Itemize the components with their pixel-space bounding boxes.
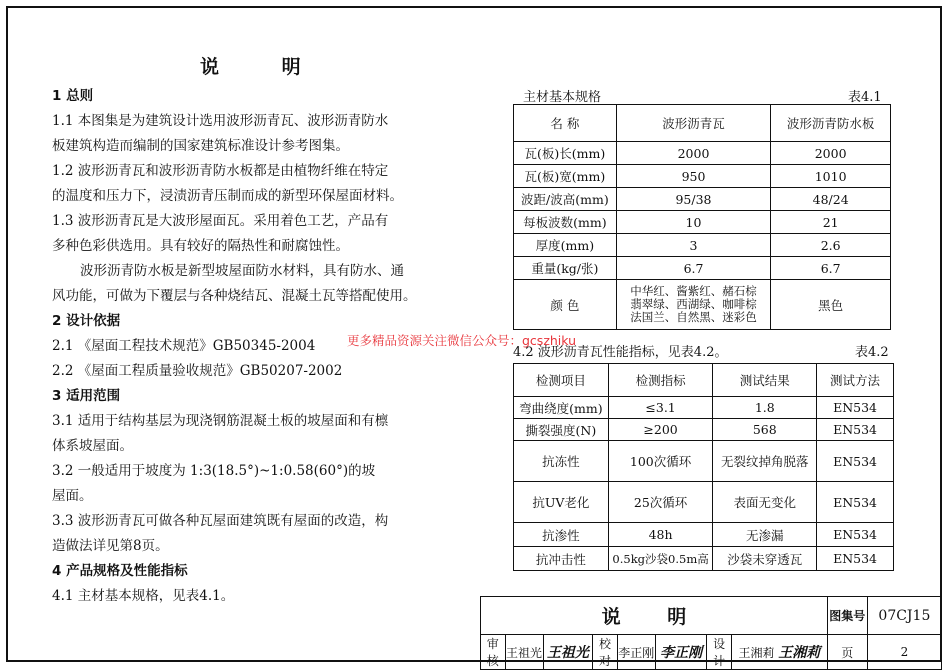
designer-name: 王湘莉 xyxy=(738,646,775,660)
paragraph-2-2: 2.2 《屋面工程质量验收规范》GB50207-2002 xyxy=(52,363,343,379)
table-4-2-header: 检测项目 xyxy=(514,364,609,397)
table-row xyxy=(514,482,894,523)
table-cell: 48h xyxy=(608,523,713,547)
checker-signature: 李正刚 xyxy=(655,635,707,670)
table-cell: 10 xyxy=(616,211,771,234)
table-4-1-header-row xyxy=(514,105,891,142)
title-block-row-bottom xyxy=(481,635,942,670)
paragraph-3-2b: 屋面。 xyxy=(52,488,93,504)
table-4-2-header: 测试方法 xyxy=(817,364,894,397)
table-cell: 48/24 xyxy=(771,188,891,211)
atlas-number: 07CJ15 xyxy=(867,597,941,635)
table-4-2 xyxy=(513,363,894,571)
paragraph-1-2a: 1.2 波形沥青瓦和波形沥青防水板都是由植物纤维在特定 xyxy=(52,163,389,179)
table-cell: 抗UV老化 xyxy=(514,482,609,523)
color-line: 翡翠绿、西湖绿、咖啡棕 xyxy=(630,297,757,311)
page-title: 说 明 xyxy=(200,56,329,78)
table-4-1-header: 波形沥青防水板 xyxy=(771,105,891,142)
watermark-text: 更多精品资源关注微信公众号：gcszhiku xyxy=(347,333,577,348)
title-block-row-top xyxy=(481,597,942,635)
table-cell: 100次循环 xyxy=(608,441,713,482)
color-line: 中华红、酱紫红、赭石棕 xyxy=(630,284,757,298)
table-cell: 黑色 xyxy=(771,280,891,330)
table-cell: 950 xyxy=(616,165,771,188)
paragraph-3-3a: 3.3 波形沥青瓦可做各种瓦屋面建筑既有屋面的改造，构 xyxy=(52,513,389,529)
table-row xyxy=(514,397,894,419)
table-4-2-header: 测试结果 xyxy=(713,364,817,397)
table-cell: EN534 xyxy=(817,547,894,571)
table-4-1-caption: 主材基本规格 xyxy=(523,90,602,105)
table-cell: 每板波数(mm) xyxy=(514,211,617,234)
table-cell: EN534 xyxy=(817,523,894,547)
table-cell: 6.7 xyxy=(616,257,771,280)
reviewer-signature: 王祖光 xyxy=(543,635,593,670)
paragraph-1-1b: 板建筑构造而编制的国家建筑标准设计参考图集。 xyxy=(52,138,349,154)
table-cell: EN534 xyxy=(817,441,894,482)
table-4-2-number: 表4.2 xyxy=(855,345,889,360)
table-cell: 表面无变化 xyxy=(713,482,817,523)
designer-cell xyxy=(731,635,827,670)
paragraph-2-1: 2.1 《屋面工程技术规范》GB50345-2004 xyxy=(52,338,316,354)
table-row xyxy=(514,142,891,165)
table-row xyxy=(514,165,891,188)
table-row xyxy=(514,419,894,441)
table-cell: 厚度(mm) xyxy=(514,234,617,257)
table-cell: 颜 色 xyxy=(514,280,617,330)
table-row-colors xyxy=(514,280,891,330)
table-cell: 无裂纹掉角脱落 xyxy=(713,441,817,482)
table-cell: 抗冻性 xyxy=(514,441,609,482)
color-line: 法国兰、自然黑、迷彩色 xyxy=(630,310,757,324)
paragraph-1-3b: 多种色彩供选用。具有较好的隔热性和耐腐蚀性。 xyxy=(52,238,349,254)
table-cell: 抗渗性 xyxy=(514,523,609,547)
table-row xyxy=(514,211,891,234)
paragraph-4-1: 4.1 主材基本规格，见表4.1。 xyxy=(52,588,235,604)
table-row xyxy=(514,523,894,547)
check-label: 校对 xyxy=(593,635,618,670)
table-cell: 瓦(板)长(mm) xyxy=(514,142,617,165)
table-cell: 95/38 xyxy=(616,188,771,211)
table-cell: 3 xyxy=(616,234,771,257)
table-cell: 波距/波高(mm) xyxy=(514,188,617,211)
table-row xyxy=(514,188,891,211)
table-cell: 2.6 xyxy=(771,234,891,257)
page-number: 2 xyxy=(867,635,941,670)
paragraph-3-1b: 体系坡屋面。 xyxy=(52,438,133,454)
section-1-heading: 1 总则 xyxy=(52,88,94,104)
table-cell: 1010 xyxy=(771,165,891,188)
table-cell: ≤3.1 xyxy=(608,397,713,419)
table-cell: 568 xyxy=(713,419,817,441)
reviewer-name: 王祖光 xyxy=(505,635,543,670)
table-cell: 0.5kg沙袋0.5m高 xyxy=(608,547,713,571)
table-4-1-header: 名 称 xyxy=(514,105,617,142)
paragraph-1-3c: 波形沥青防水板是新型坡屋面防水材料，具有防水、通 xyxy=(80,263,404,279)
paragraph-3-3b: 造做法详见第8页。 xyxy=(52,538,169,554)
table-cell: 沙袋未穿透瓦 xyxy=(713,547,817,571)
table-4-1 xyxy=(513,104,891,330)
page-label: 页 xyxy=(827,635,867,670)
color-list-cell xyxy=(616,280,771,330)
table-cell: 抗冲击性 xyxy=(514,547,609,571)
table-cell: ≥200 xyxy=(608,419,713,441)
paragraph-1-1a: 1.1 本图集是为建筑设计选用波形沥青瓦、波形沥青防水 xyxy=(52,113,389,129)
table-cell: 25次循环 xyxy=(608,482,713,523)
table-4-2-header: 检测指标 xyxy=(608,364,713,397)
table-cell: 撕裂强度(N) xyxy=(514,419,609,441)
title-block xyxy=(480,596,942,670)
table-cell: 瓦(板)宽(mm) xyxy=(514,165,617,188)
paragraph-1-3d: 风功能，可做为下覆层与各种烧结瓦、混凝土瓦等搭配使用。 xyxy=(52,288,417,304)
design-label: 设计 xyxy=(707,635,732,670)
table-row xyxy=(514,257,891,280)
designer-signature: 王湘莉 xyxy=(778,645,821,661)
table-cell: EN534 xyxy=(817,397,894,419)
title-block-name: 说 明 xyxy=(481,597,828,635)
table-4-2-header-row xyxy=(514,364,894,397)
atlas-number-label: 图集号 xyxy=(827,597,867,635)
table-cell: 无渗漏 xyxy=(713,523,817,547)
table-4-1-header: 波形沥青瓦 xyxy=(616,105,771,142)
table-cell: 6.7 xyxy=(771,257,891,280)
section-4-heading: 4 产品规格及性能指标 xyxy=(52,563,188,579)
checker-name: 李正刚 xyxy=(617,635,655,670)
paragraph-1-2b: 的温度和压力下，浸渍沥青压制而成的新型环保屋面材料。 xyxy=(52,188,403,204)
paragraph-3-1a: 3.1 适用于结构基层为现浇钢筋混凝土板的坡屋面和有檩 xyxy=(52,413,389,429)
table-cell: 2000 xyxy=(616,142,771,165)
table-cell: EN534 xyxy=(817,482,894,523)
table-4-2-caption: 4.2 波形沥青瓦性能指标，见表4.2。 xyxy=(513,345,728,360)
review-label: 审核 xyxy=(481,635,506,670)
paragraph-3-2a: 3.2 一般适用于坡度为 1:3(18.5°)~1:0.58(60°)的坡 xyxy=(52,463,376,479)
table-cell: 1.8 xyxy=(713,397,817,419)
section-3-heading: 3 适用范围 xyxy=(52,388,121,404)
table-4-1-number: 表4.1 xyxy=(848,90,882,105)
paragraph-1-3a: 1.3 波形沥青瓦是大波形屋面瓦。采用着色工艺，产品有 xyxy=(52,213,389,229)
table-cell: 2000 xyxy=(771,142,891,165)
table-cell: 重量(kg/张) xyxy=(514,257,617,280)
table-cell: EN534 xyxy=(817,419,894,441)
section-2-heading: 2 设计依据 xyxy=(52,313,121,329)
table-row xyxy=(514,547,894,571)
table-cell: 21 xyxy=(771,211,891,234)
table-cell: 弯曲绕度(mm) xyxy=(514,397,609,419)
table-row xyxy=(514,234,891,257)
table-row xyxy=(514,441,894,482)
